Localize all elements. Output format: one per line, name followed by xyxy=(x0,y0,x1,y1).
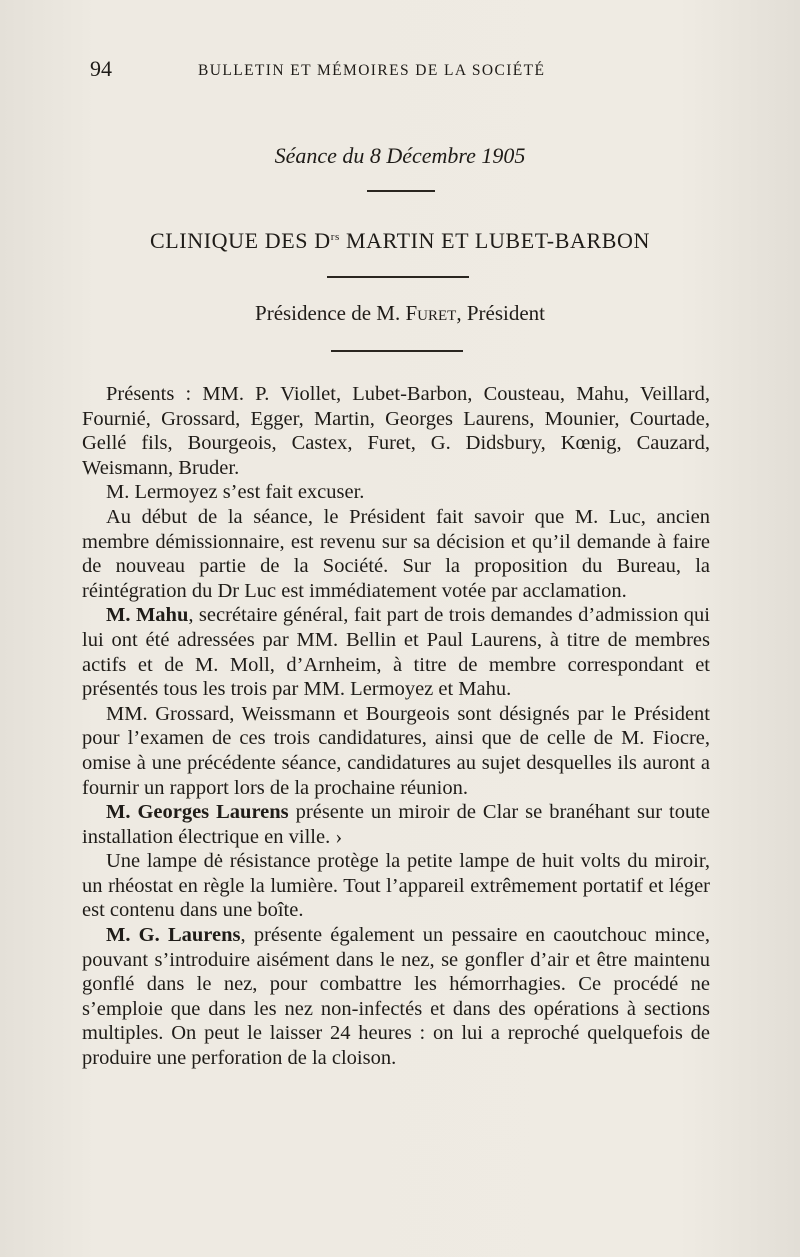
paragraph-text: , secrétaire général, fait part de trois demandes d’admission qui lui ont été adressées par MM. Bellin et Paul Laurens, à titre de membres actifs et de M. Moll, d’Arnheim, à titre de membre correspondant et présentés tous les trois par MM. Lermoyez et Mahu. xyxy=(82,604,710,701)
clinic-title-end: MARTIN ET LUBET-BARBON xyxy=(339,228,650,253)
paragraph-text: M. Lermoyez s’est fait excuser. xyxy=(106,481,365,504)
divider-rule xyxy=(331,350,463,352)
paragraph-text: Une lampe dė résistance protège la petite lampe de huit volts du miroir, un rhéostat en règle la lumière. Tout l’appareil extrêmement portatif et léger est contenu dans une boîte. xyxy=(82,850,710,922)
seance-date-heading: Séance du 8 Décembre 1905 xyxy=(274,143,526,168)
divider-rule xyxy=(367,190,435,192)
clinic-title xyxy=(0,228,800,254)
paragraph xyxy=(82,382,710,480)
presidence-prefix: Présidence de M. xyxy=(255,301,406,325)
president-name: Furet xyxy=(405,301,457,325)
paragraph-text: Présents : MM. P. Viollet, Lubet-Barbon, Cousteau, Mahu, Veillard, Fournié, Grossard, Egger, Martin, Georges Laurens, Mounier, Courtade, Gellé fils, Bourgeois, Castex, Furet, G. Didsbury, Kœnig, Cauzard, Weismann, Bruder. xyxy=(82,383,710,479)
page-number: 94 xyxy=(90,56,112,81)
presidence-line xyxy=(0,301,800,326)
clinic-title-start: CLINIQUE DES D xyxy=(150,228,331,253)
speaker-name: M. G. Laurens xyxy=(106,924,241,947)
paragraph xyxy=(82,505,710,603)
paragraph xyxy=(82,923,710,1071)
paragraph-text: présente un miroir de Clar se branéhant sur toute installation électrique en ville. › xyxy=(82,801,710,848)
paragraph xyxy=(82,800,710,849)
paragraph xyxy=(82,702,710,800)
body-text xyxy=(82,382,710,1071)
paragraph-text: MM. Grossard, Weissmann et Bourgeois sont désignés par le Président pour l’examen de ces trois candidatures, ainsi que de celle de M. Fiocre, omise à une précédente séance, candidatures au sujet desquelles ils auront a fournir un rapport lors de la prochaine réunion. xyxy=(82,702,710,799)
speaker-name: M. Mahu xyxy=(106,604,189,627)
paragraph-text: Au début de la séance, le Président fait savoir que M. Luc, ancien membre démissionnaire, est revenu sur sa décision et qu’il demande à faire de nouveau partie de la Société. Sur la proposition du Bureau, la réintégration du Dr Luc est immédiatement votée par acclamation. xyxy=(82,505,710,602)
paragraph xyxy=(82,603,710,701)
clinic-title-superscript: rs xyxy=(330,231,340,243)
paragraph xyxy=(82,480,710,505)
paragraph xyxy=(82,849,710,923)
speaker-name: M. Georges Laurens xyxy=(106,801,289,824)
divider-rule xyxy=(327,276,469,278)
presidence-suffix: , Président xyxy=(456,301,545,325)
running-head: BULLETIN ET MÉMOIRES DE LA SOCIÉTÉ xyxy=(198,62,546,79)
paragraph-text: , présente également un pessaire en caoutchouc mince, pouvant s’introduire aisément dans le nez, se gonfler d’air et être maintenu gonflé dans le nez, pour combattre les hémorrhagies. Ce procédé ne s’emploie que dans les nez non-infectés et dans des opérations à sections multiples. On peut le laisser 24 heures : on lui a reproché quelquefois de produire une perforation de la cloison. xyxy=(82,924,710,1070)
